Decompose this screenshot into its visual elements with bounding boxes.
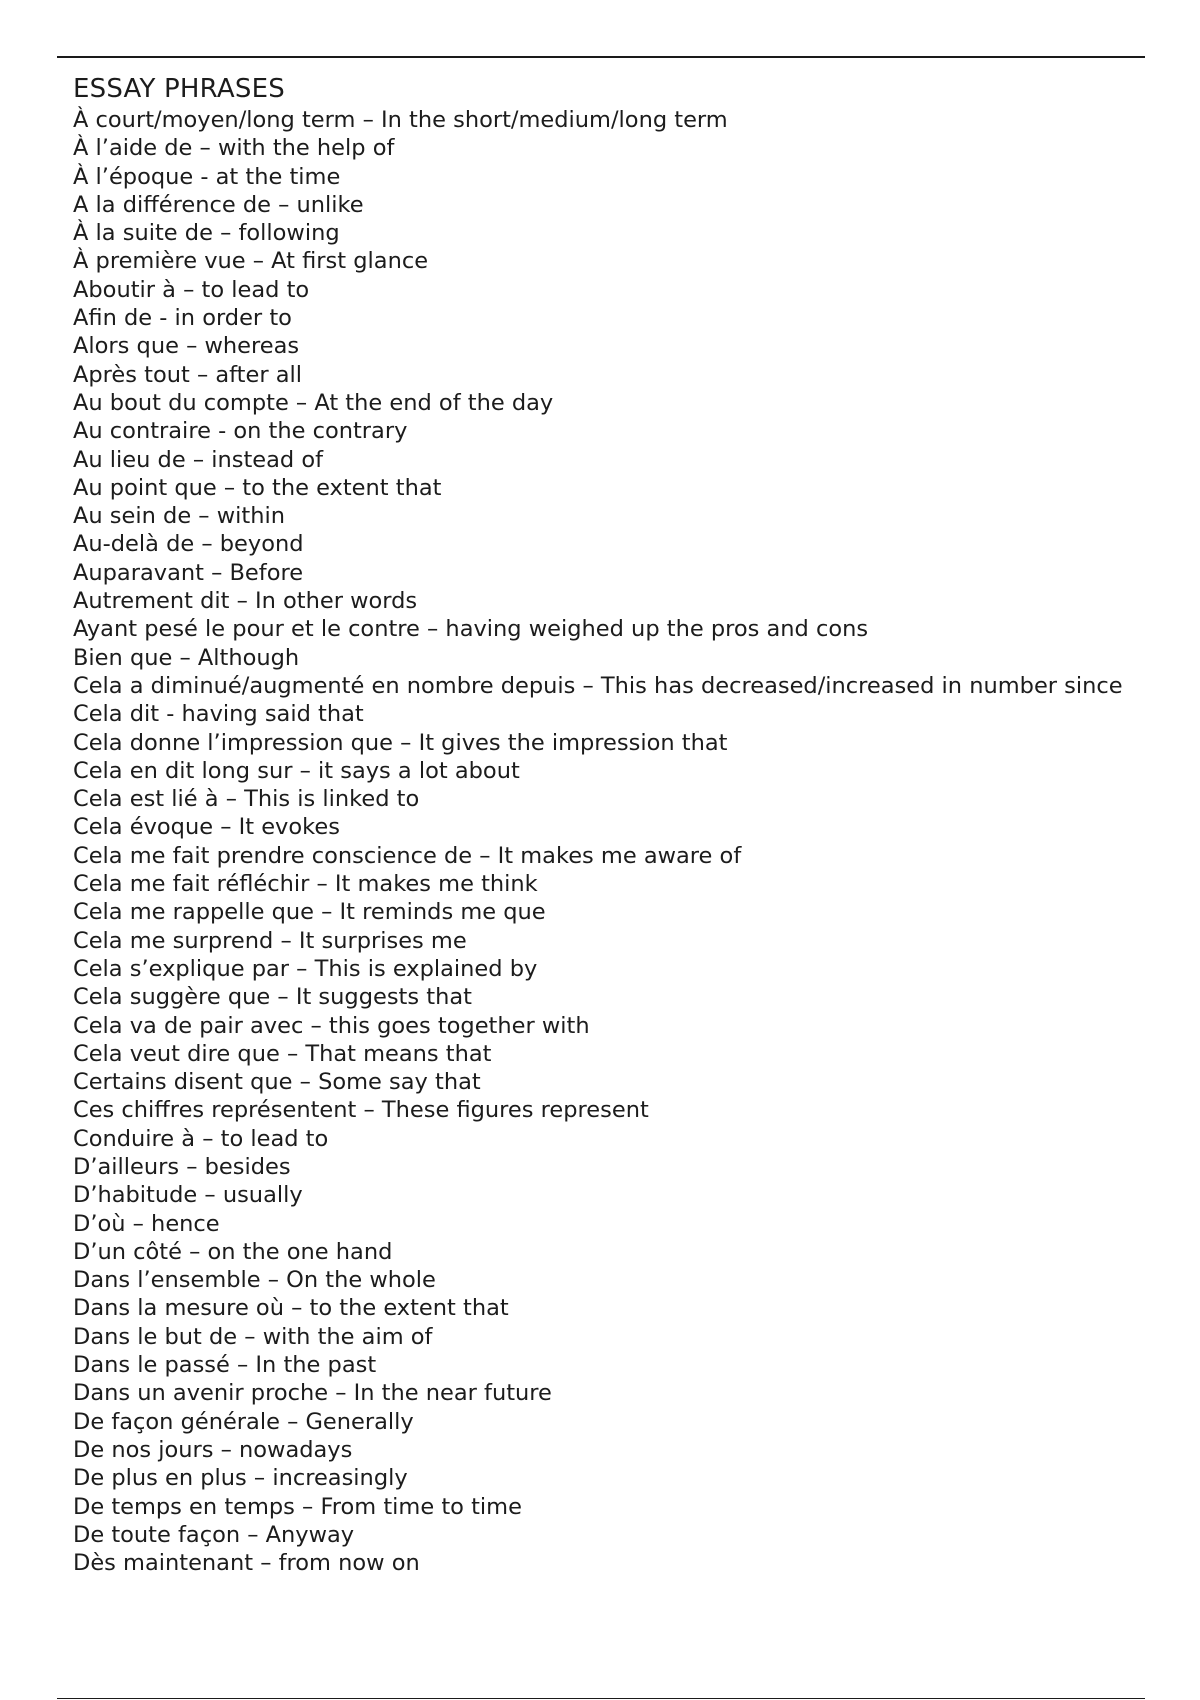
phrase-item: Cela dit - having said that	[73, 701, 364, 728]
phrase-item: Dans l’ensemble – On the whole	[73, 1267, 436, 1294]
phrase-item: Au point que – to the extent that	[73, 474, 442, 501]
phrase-item: D’ailleurs – besides	[73, 1153, 291, 1180]
phrase-item: Après tout – after all	[73, 361, 303, 388]
phrase-item: Ces chiffres représentent – These figures represent	[73, 1097, 649, 1124]
top-divider	[57, 56, 1145, 58]
phrase-item: Bien que – Although	[73, 644, 300, 671]
phrase-item: Au-delà de – beyond	[73, 531, 304, 558]
phrase-item: À la suite de – following	[73, 220, 340, 247]
phrase-item: De temps en temps – From time to time	[73, 1493, 522, 1520]
phrase-item: D’où – hence	[73, 1210, 220, 1237]
phrase-item: Alors que – whereas	[73, 333, 300, 360]
phrase-item: À l’aide de – with the help of	[73, 135, 395, 162]
phrase-item: Dès maintenant – from now on	[73, 1550, 420, 1577]
phrase-item: Au bout du compte – At the end of the day	[73, 389, 554, 416]
phrase-item: Cela me fait prendre conscience de – It makes me aware of	[73, 842, 742, 869]
phrase-item: Dans le but de – with the aim of	[73, 1323, 433, 1350]
phrase-item: De toute façon – Anyway	[73, 1521, 355, 1548]
phrase-item: Cela suggère que – It suggests that	[73, 984, 472, 1011]
phrase-item: Cela a diminué/augmenté en nombre depuis – This has decreased/increased in number since	[73, 672, 1123, 699]
phrase-item: Cela me fait réfléchir – It makes me think	[73, 871, 538, 898]
bottom-divider	[57, 1698, 1145, 1699]
phrase-item: À court/moyen/long term – In the short/medium/long term	[73, 107, 728, 133]
phrase-item: Au contraire - on the contrary	[73, 418, 408, 445]
phrase-item: Certains disent que – Some say that	[73, 1069, 481, 1096]
phrase-item: Cela est lié à – This is linked to	[73, 786, 420, 813]
phrase-item: Cela évoque – It evokes	[73, 814, 340, 841]
phrase-item: À première vue – At first glance	[73, 248, 429, 275]
phrase-item: Cela en dit long sur – it says a lot about	[73, 757, 520, 784]
phrase-item: De plus en plus – increasingly	[73, 1465, 408, 1492]
phrase-item: Cela me surprend – It surprises me	[73, 927, 467, 954]
phrase-item: À l’époque - at the time	[73, 163, 341, 190]
phrase-item: Cela s’explique par – This is explained by	[73, 955, 538, 982]
phrase-item: Cela veut dire que – That means that	[73, 1040, 492, 1067]
phrase-item: Dans le passé – In the past	[73, 1352, 377, 1379]
phrase-item: Ayant pesé le pour et le contre – having weighed up the pros and cons	[73, 616, 869, 643]
phrase-list	[73, 106, 1133, 1577]
document-body	[73, 72, 1133, 1577]
phrase-item: D’habitude – usually	[73, 1182, 303, 1209]
phrase-item: Au lieu de – instead of	[73, 446, 324, 473]
phrase-item: Cela me rappelle que – It reminds me que	[73, 899, 546, 926]
phrase-item: Aboutir à – to lead to	[73, 276, 310, 303]
phrase-item: Conduire à – to lead to	[73, 1125, 329, 1152]
phrase-item: Dans un avenir proche – In the near future	[73, 1380, 552, 1407]
phrase-item: D’un côté – on the one hand	[73, 1238, 393, 1265]
phrase-item: Cela va de pair avec – this goes together with	[73, 1012, 590, 1039]
phrase-item: Afin de - in order to	[73, 305, 292, 332]
phrase-item: Dans la mesure où – to the extent that	[73, 1295, 509, 1322]
phrase-item: De nos jours – nowadays	[73, 1436, 353, 1463]
phrase-item: Au sein de – within	[73, 503, 285, 530]
document-heading: ESSAY PHRASES	[73, 74, 285, 104]
phrase-item: Autrement dit – In other words	[73, 588, 418, 615]
phrase-item: A la différence de – unlike	[73, 191, 364, 218]
phrase-item: Cela donne l’impression que – It gives the impression that	[73, 729, 728, 756]
phrase-item: Auparavant – Before	[73, 559, 304, 586]
phrase-item: De façon générale – Generally	[73, 1408, 414, 1435]
